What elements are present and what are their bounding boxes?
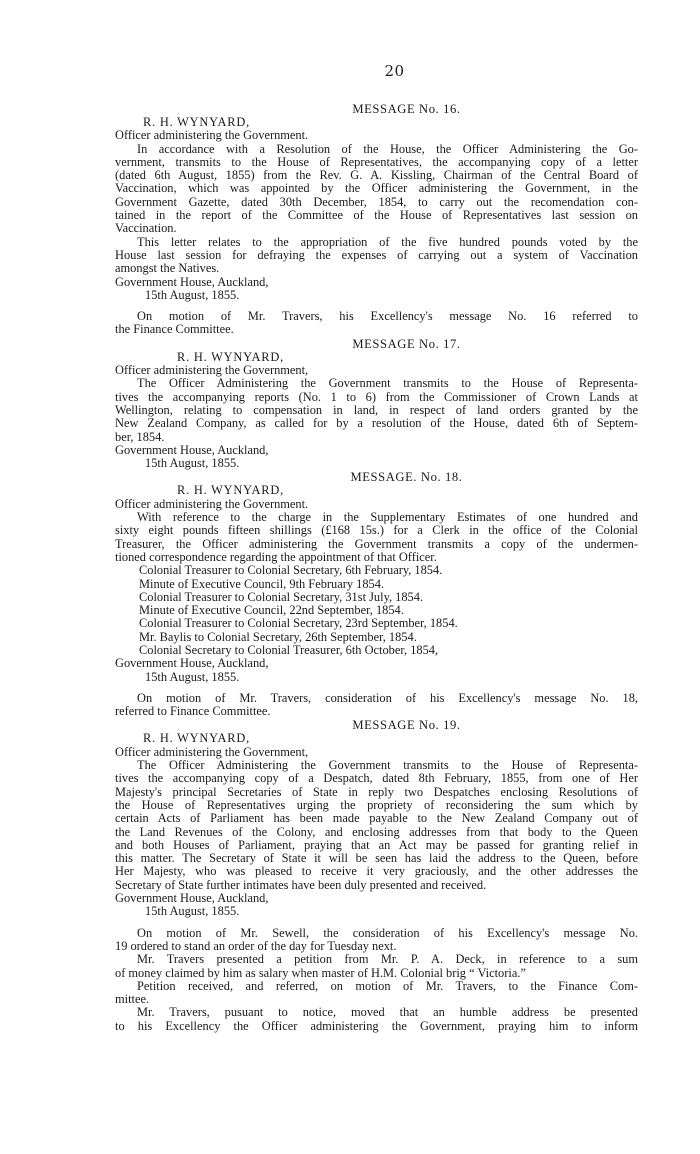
text-line: Colonial Treasurer to Colonial Secretary, 23rd September, 1854. [139, 616, 458, 631]
paragraph [115, 980, 638, 1007]
paragraph-line: tives the accompanying reports (No. 1 to 6) from the Commissioner of Crown Lands at [115, 390, 638, 404]
paragraph-line: In accordance with a Resolution of the House, the Officer Administering the Go- [137, 142, 638, 156]
text-line: 15th August, 1855. [145, 669, 240, 684]
paragraph [115, 511, 638, 564]
text-line: Colonial Secretary to Colonial Treasurer, 6th October, 1854, [139, 642, 439, 657]
message-heading: MESSAGE. No. 18. [350, 470, 463, 485]
text-line: Minute of Executive Council, 9th February 1854. [139, 576, 385, 591]
paragraph-line: mittee. [115, 993, 150, 1007]
paragraph [115, 236, 638, 276]
text-line: Officer administering the Government. [115, 496, 309, 511]
paragraph-line: and both Houses of Parliament, praying that an Act may be passed for granting relief in [115, 838, 638, 852]
paragraph-line: Vaccination. [115, 222, 177, 236]
text-line: Colonial Treasurer to Colonial Secretary, 31st July, 1854. [139, 589, 424, 604]
paragraph-line: the Land Revenues of the Colony, and enclosing addresses from that body to the Queen [115, 825, 638, 839]
paragraph-line: Treasurer, the Officer administering the Government transmits a copy of the undermen- [115, 537, 638, 551]
paragraph-line: sixty eight pounds fifteen shillings (£168 15s.) for a Clerk in the office of the Colonial [115, 524, 638, 538]
signatory: R. H. WYNYARD, [143, 731, 251, 746]
paragraph [115, 953, 638, 980]
paragraph-line: With reference to the charge in the Supplementary Estimates of one hundred and [137, 511, 638, 525]
page-number: 20 [384, 62, 405, 80]
paragraph-line: tained in the report of the Committee of the House of Representatives last session on [115, 209, 638, 223]
paragraph-line: vernment, transmits to the House of Representatives, the accompanying copy of a letter [115, 155, 638, 169]
paragraph-line: Mr. Travers presented a petition from Mr. P. A. Deck, in reference to a sum [137, 953, 638, 967]
paragraph-line: On motion of Mr. Travers, consideration of his Excellency's message No. 18, [137, 691, 638, 705]
signatory: R. H. WYNYARD, [177, 483, 285, 498]
message-heading: MESSAGE No. 16. [352, 102, 461, 116]
paragraph-line: the House of Representatives urging the propriety of reconsidering the sum which by [115, 798, 638, 812]
text-line: Government House, Auckland, [115, 442, 269, 457]
text-line: Government House, Auckland, [115, 891, 269, 906]
text-line: Colonial Treasurer to Colonial Secretary, 6th February, 1854. [139, 563, 443, 578]
paragraph-line: Secretary of State further intimates have been duly presented and received. [115, 878, 487, 892]
paragraph [115, 143, 638, 236]
paragraph-line: this matter. The Secretary of State it will be seen has laid the address to the Queen, before [115, 852, 638, 866]
message-heading: MESSAGE No. 17. [352, 336, 461, 351]
paragraph-line: The Officer Administering the Government transmits to the House of Representa- [137, 377, 638, 391]
text-line: Mr. Baylis to Colonial Secretary, 26th September, 1854. [139, 629, 417, 644]
paragraph-line: On motion of Mr. Travers, his Excellency's message No. 16 referred to [137, 310, 638, 324]
document-body [115, 102, 638, 1033]
paragraph-line: (dated 6th August, 1855) from the Rev. G. A. Kissling, Chairman of the Central Board of [115, 169, 638, 183]
signatory: R. H. WYNYARD, [177, 349, 285, 364]
paragraph-line: The Officer Administering the Government transmits to the House of Representa- [137, 759, 638, 773]
text-line: 15th August, 1855. [145, 287, 240, 302]
paragraph-line: Her Majesty, who was pleased to receive it very graciously, and the other addresses the [115, 865, 638, 879]
paragraph-line: Mr. Travers, pusuant to notice, moved that an humble address be presented [137, 1006, 638, 1020]
paragraph-line: the Finance Committee. [115, 323, 234, 337]
paragraph [115, 1006, 638, 1033]
paragraph [115, 377, 638, 443]
paragraph-line: House last session for defraying the expenses of carrying out a system of Vaccination [115, 248, 638, 262]
paragraph-line: This letter relates to the appropriation of the five hundred pounds voted by the [137, 235, 638, 249]
text-line: Minute of Executive Council, 22nd September, 1854. [139, 603, 404, 618]
paragraph-line: New Zealand Company, as called for by a resolution of the House, dated 6th of Septem- [115, 417, 638, 431]
paragraph-line: On motion of Mr. Sewell, the consideration of his Excellency's message No. [137, 926, 638, 940]
paragraph-line: Wellington, relating to compensation in land, in respect of land orders granted by the [115, 403, 638, 417]
text-line: Officer administering the Government, [115, 363, 309, 378]
paragraph-line: Petition received, and referred, on motion of Mr. Travers, to the Finance Com- [137, 979, 638, 993]
paragraph [115, 310, 638, 337]
signatory: R. H. WYNYARD, [143, 115, 251, 129]
text-line: Officer administering the Government, [115, 744, 309, 759]
paragraph-line: ber, 1854. [115, 430, 165, 444]
text-line: Officer administering the Government. [115, 128, 309, 143]
paragraph-line: Government Gazette, dated 30th December, 1854, to carry out the recomendation con- [115, 195, 638, 209]
text-line: 15th August, 1855. [145, 456, 240, 471]
paragraph-line: Majesty's principal Secretaries of State in reply two Despatches enclosing Resolutions of [115, 785, 638, 799]
spacer [115, 919, 638, 927]
paragraph-line: tioned correspondence regarding the appointment of that Officer. [115, 550, 437, 564]
text-line: Government House, Auckland, [115, 656, 269, 671]
paragraph [115, 692, 638, 719]
spacer [115, 684, 638, 692]
paragraph-line: 19 ordered to stand an order of the day for Tuesday next. [115, 939, 397, 953]
text-line: Government House, Auckland, [115, 274, 269, 289]
paragraph-line: Vaccination, which was appointed by the Officer administering the Government, in the [115, 182, 638, 196]
paragraph [115, 759, 638, 892]
text-line: 15th August, 1855. [145, 904, 240, 919]
paragraph-line: of money claimed by him as salary when master of H.M. Colonial brig “ Victoria.” [115, 966, 526, 980]
paragraph-line: to his Excellency the Officer administering the Government, praying him to inform [115, 1019, 638, 1033]
paragraph-line: amongst the Natives. [115, 262, 220, 276]
message-heading: MESSAGE No. 19. [352, 718, 461, 733]
paragraph-line: referred to Finance Committee. [115, 705, 271, 719]
paragraph-line: certain Acts of Parliament has been made payable to the New Zealand Company out of [115, 812, 638, 826]
paragraph [115, 927, 638, 954]
spacer [115, 302, 638, 310]
paragraph-line: tives the accompanying copy of a Despatch, dated 8th February, 1855, from one of Her [115, 772, 638, 786]
